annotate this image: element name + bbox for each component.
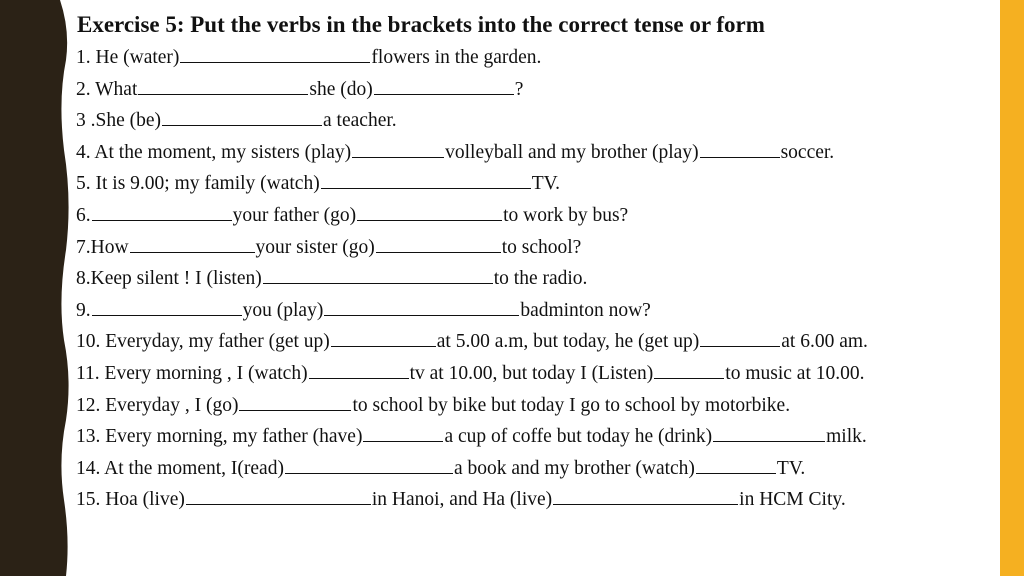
item-text: 9. — [76, 299, 91, 321]
exercise-item-14 — [74, 453, 989, 485]
item-text: 5. It is 9.00; my family (watch) — [76, 173, 320, 195]
answer-blank — [180, 45, 370, 63]
item-text: badminton now? — [520, 299, 651, 321]
exercise-item-4 — [74, 137, 989, 169]
item-text: your sister (go) — [255, 236, 375, 258]
item-text: flowers in the garden. — [371, 47, 542, 68]
item-text: 6. — [76, 204, 91, 226]
item-text: a teacher. — [323, 110, 397, 132]
item-text: 7.How — [76, 236, 129, 258]
item-text: in HCM City. — [739, 489, 846, 511]
item-text: soccer. — [780, 141, 835, 163]
exercise-item-1 — [74, 42, 989, 74]
item-text: to school by bike but today I go to school by motorbike. — [352, 394, 791, 416]
item-text: 15. Hoa (live) — [76, 489, 185, 511]
exercise-item-7 — [74, 232, 989, 264]
item-text: at 5.00 a.m, but today, he (get up) — [436, 331, 700, 353]
exercise-item-2 — [74, 74, 989, 106]
exercise-item-8 — [74, 263, 989, 295]
item-text: volleyball and my brother (play) — [445, 141, 699, 163]
item-text: to school? — [501, 236, 582, 258]
answer-blank — [696, 456, 776, 474]
answer-blank — [700, 329, 780, 347]
answer-blank — [130, 235, 255, 253]
answer-blank — [309, 361, 409, 379]
item-text: TV. — [531, 173, 561, 195]
item-text: 10. Everyday, my father (get up) — [76, 331, 330, 353]
item-text: 14. At the moment, I(read) — [76, 457, 284, 479]
answer-blank — [700, 140, 780, 158]
item-text: to the radio. — [493, 268, 588, 290]
right-accent-bar — [1000, 0, 1024, 576]
item-text: ? — [514, 78, 524, 100]
item-text: tv at 10.00, but today I (Listen) — [409, 362, 654, 384]
item-text: 1. He (water) — [76, 47, 180, 68]
answer-blank — [352, 140, 444, 158]
item-text: at 6.00 am. — [781, 331, 868, 353]
item-text: a cup of coffe but today he (drink) — [444, 426, 713, 448]
worksheet — [74, 8, 989, 516]
answer-blank — [138, 77, 308, 95]
answer-blank — [713, 424, 825, 442]
item-text: to work by bus? — [503, 204, 629, 226]
answer-blank — [162, 108, 322, 126]
exercise-item-11 — [74, 358, 989, 390]
answer-blank — [321, 171, 531, 189]
exercise-list — [74, 42, 989, 516]
item-text: she (do) — [309, 78, 373, 100]
answer-blank — [324, 298, 519, 316]
exercise-item-9 — [74, 295, 989, 327]
page-title: Exercise 5: Put the verbs in the brackets into the correct tense or form — [77, 12, 765, 37]
item-text: to music at 10.00. — [725, 362, 865, 384]
answer-blank — [331, 329, 436, 347]
answer-blank — [263, 266, 493, 284]
answer-blank — [363, 424, 443, 442]
exercise-item-13 — [74, 421, 989, 453]
answer-blank — [654, 361, 724, 379]
item-text: 4. At the moment, my sisters (play) — [76, 141, 352, 163]
exercise-item-6 — [74, 200, 989, 232]
exercise-item-5 — [74, 168, 989, 200]
item-text: 8.Keep silent ! I (listen) — [76, 268, 262, 290]
item-text: 13. Every morning, my father (have) — [76, 426, 363, 448]
answer-blank — [285, 456, 453, 474]
answer-blank — [374, 77, 514, 95]
exercise-item-10 — [74, 326, 989, 358]
answer-blank — [553, 487, 738, 505]
item-text: milk. — [826, 426, 867, 448]
item-text: 11. Every morning , I (watch) — [76, 362, 308, 384]
answer-blank — [186, 487, 371, 505]
item-text: 12. Everyday , I (go) — [76, 394, 239, 416]
answer-blank — [92, 203, 232, 221]
exercise-item-3 — [74, 105, 989, 137]
torn-edge-shape — [0, 0, 78, 576]
answer-blank — [376, 235, 501, 253]
item-text: TV. — [776, 457, 806, 479]
exercise-item-15 — [74, 484, 989, 516]
item-text: 3 .She (be) — [76, 110, 162, 132]
item-text: you (play) — [242, 299, 324, 321]
answer-blank — [239, 393, 351, 411]
answer-blank — [357, 203, 502, 221]
left-decorative-band — [0, 0, 78, 576]
item-text: in Hanoi, and Ha (live) — [371, 489, 553, 511]
exercise-item-12 — [74, 390, 989, 422]
item-text: your father (go) — [232, 204, 357, 226]
item-text: 2. What — [76, 78, 138, 100]
answer-blank — [92, 298, 242, 316]
item-text: a book and my brother (watch) — [453, 457, 695, 479]
